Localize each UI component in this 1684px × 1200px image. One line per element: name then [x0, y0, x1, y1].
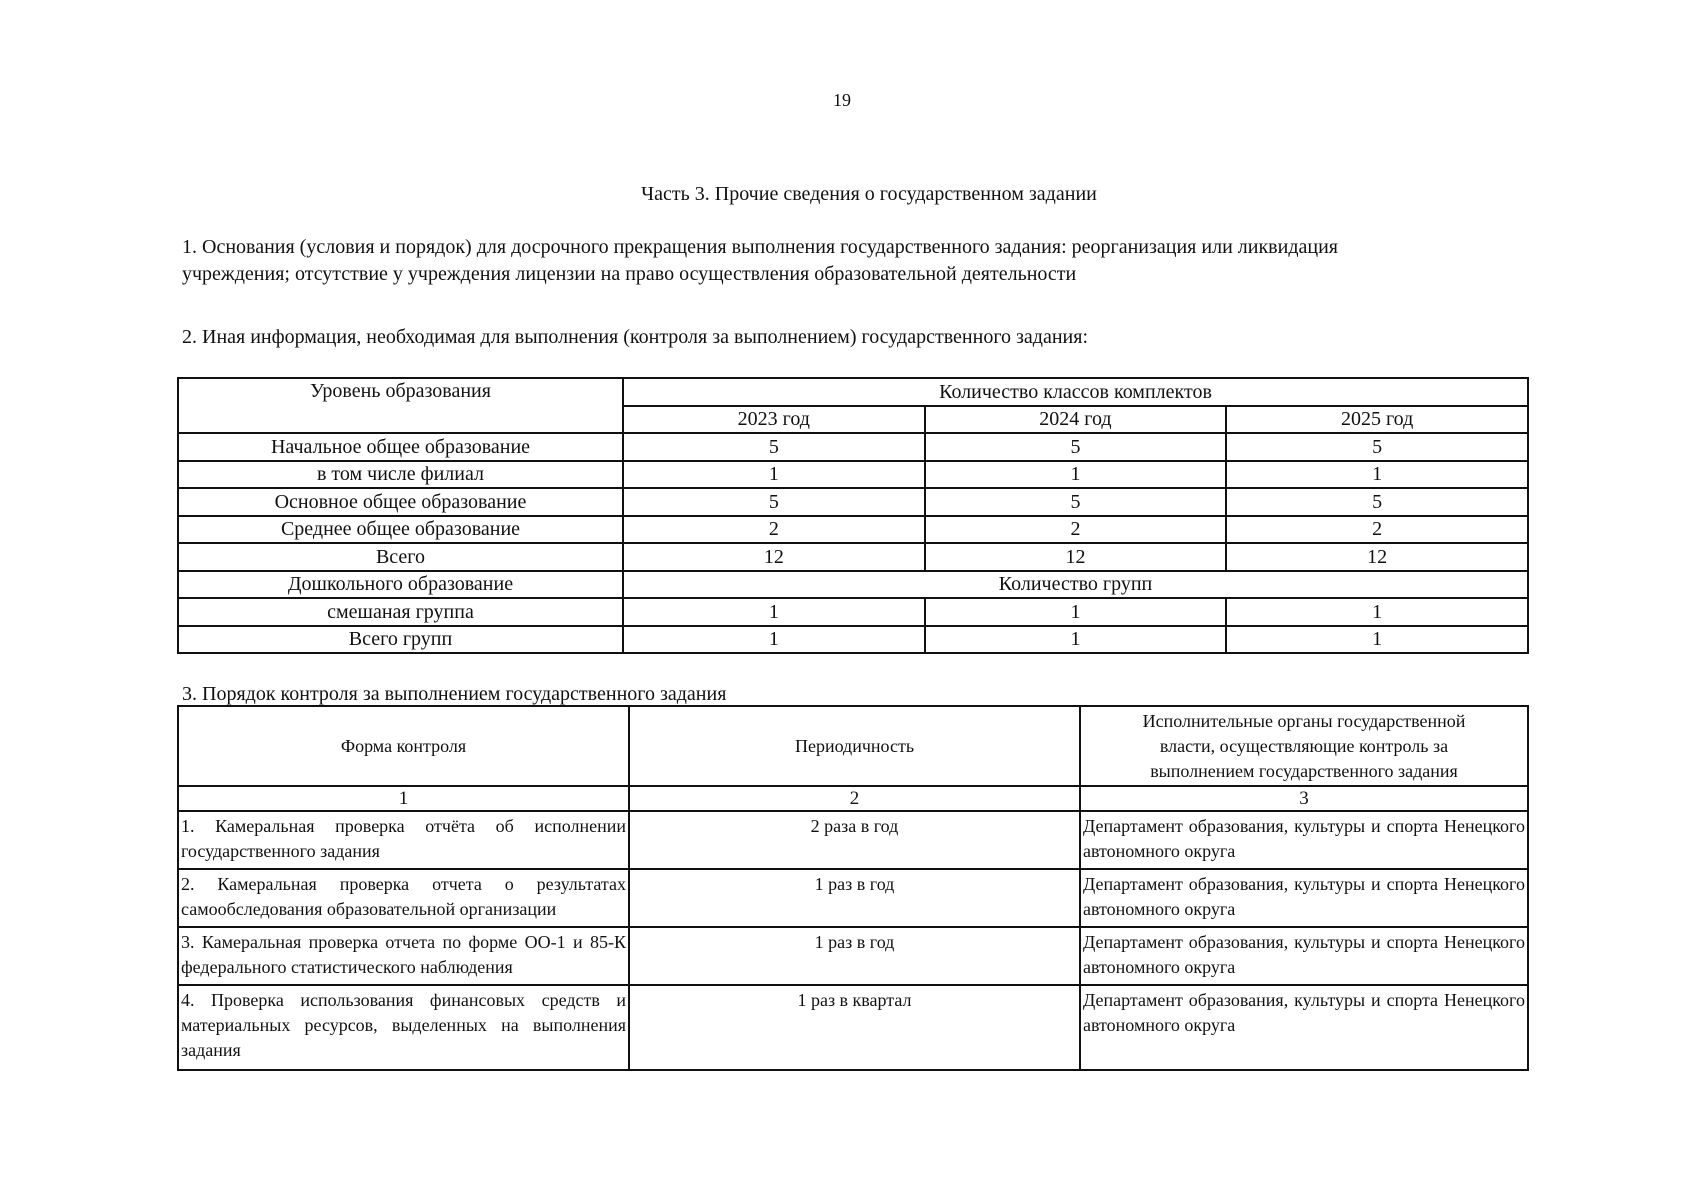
section2-heading: 2. Иная информация, необходимая для выполнения (контроля за выполнением) государственного задания: — [182, 326, 1089, 348]
year-2025-header: 2025 год — [1226, 406, 1528, 434]
periodicity-cell: 2 раза в год — [629, 811, 1080, 869]
cell-value: 5 — [1226, 488, 1528, 516]
education-level-header: Уровень образования — [178, 378, 623, 433]
cell-value: 12 — [925, 543, 1227, 571]
table-row — [178, 927, 1528, 985]
periodicity-cell: 1 раз в год — [629, 927, 1080, 985]
column-number: 1 — [178, 786, 629, 811]
cell-value: 2 — [925, 516, 1227, 544]
header-line: власти, осуществляющие контроль за — [1159, 735, 1449, 756]
cell-value: 2 — [623, 516, 925, 544]
cell-value: 5 — [925, 488, 1227, 516]
executive-body-cell: Департамент образования, культуры и спорта Ненецкого автономного округа — [1080, 927, 1528, 985]
page-number: 19 — [833, 90, 851, 110]
cell-value: 1 — [925, 598, 1227, 626]
section1-paragraph — [182, 234, 1522, 288]
cell-value: 1 — [1226, 598, 1528, 626]
control-form-cell: 1. Камеральная проверка отчёта об исполнении государственного задания — [178, 811, 629, 869]
cell-value: 1 — [623, 598, 925, 626]
cell-value: 12 — [1226, 543, 1528, 571]
row-label: Всего — [178, 543, 623, 571]
cell-value: 1 — [623, 626, 925, 654]
header-line: выполнением государственного задания — [1150, 760, 1458, 781]
executive-bodies-header — [1080, 706, 1528, 786]
table-row — [178, 433, 1528, 461]
cell-value: 1 — [925, 461, 1227, 489]
classes-count-header: Количество классов комплектов — [623, 378, 1528, 406]
control-form-cell: 3. Камеральная проверка отчета по форме ОО-1 и 85-К федерального статистического наблюдения — [178, 927, 629, 985]
table-row — [178, 461, 1528, 489]
executive-body-cell: Департамент образования, культуры и спорта Ненецкого автономного округа — [1080, 869, 1528, 927]
section1-line1: 1. Основания (условия и порядок) для досрочного прекращения выполнения государственного задания: реорганизация или ликвидация — [182, 236, 1338, 258]
cell-value: 1 — [1226, 626, 1528, 654]
cell-value: 5 — [623, 488, 925, 516]
periodicity-cell: 1 раз в квартал — [629, 985, 1080, 1070]
table-row — [178, 985, 1528, 1070]
table-row — [178, 598, 1528, 626]
row-label: смешаная группа — [178, 598, 623, 626]
year-2024-header: 2024 год — [925, 406, 1227, 434]
executive-body-cell: Департамент образования, культуры и спорта Ненецкого автономного округа — [1080, 811, 1528, 869]
row-label: Среднее общее образование — [178, 516, 623, 544]
column-number: 2 — [629, 786, 1080, 811]
header-line: Исполнительные органы государственной — [1142, 710, 1466, 731]
cell-value: 5 — [623, 433, 925, 461]
table-row — [178, 516, 1528, 544]
control-form-header: Форма контроля — [178, 706, 629, 786]
cell-value: 12 — [623, 543, 925, 571]
cell-value: 1 — [1226, 461, 1528, 489]
section1-line2: учреждения; отсутствие у учреждения лицензии на право осуществления образовательной деятельности — [182, 263, 1077, 285]
cell-value: 5 — [925, 433, 1227, 461]
control-form-cell: 4. Проверка использования финансовых средств и материальных ресурсов, выделенных на выполнения задания — [178, 985, 629, 1070]
control-table — [177, 705, 1529, 1071]
row-label: Всего групп — [178, 626, 623, 654]
periodicity-header: Периодичность — [629, 706, 1080, 786]
preschool-label: Дошкольного образование — [178, 571, 623, 599]
cell-value: 5 — [1226, 433, 1528, 461]
section3-heading: 3. Порядок контроля за выполнением государственного задания — [182, 683, 727, 705]
table-row — [178, 488, 1528, 516]
part-title: Часть 3. Прочие сведения о государственном задании — [641, 183, 1097, 205]
groups-count-header: Количество групп — [623, 571, 1528, 599]
periodicity-cell: 1 раз в год — [629, 869, 1080, 927]
table-row-total — [178, 626, 1528, 654]
cell-value: 1 — [623, 461, 925, 489]
cell-value: 1 — [925, 626, 1227, 654]
column-number: 3 — [1080, 786, 1528, 811]
executive-body-cell: Департамент образования, культуры и спорта Ненецкого автономного округа — [1080, 985, 1528, 1070]
classes-table — [177, 377, 1529, 654]
cell-value: 2 — [1226, 516, 1528, 544]
year-2023-header: 2023 год — [623, 406, 925, 434]
table-row — [178, 811, 1528, 869]
control-form-cell: 2. Камеральная проверка отчета о результатах самообследования образовательной организации — [178, 869, 629, 927]
row-label: в том числе филиал — [178, 461, 623, 489]
table-row — [178, 869, 1528, 927]
row-label: Основное общее образование — [178, 488, 623, 516]
row-label: Начальное общее образование — [178, 433, 623, 461]
table-row-total — [178, 543, 1528, 571]
